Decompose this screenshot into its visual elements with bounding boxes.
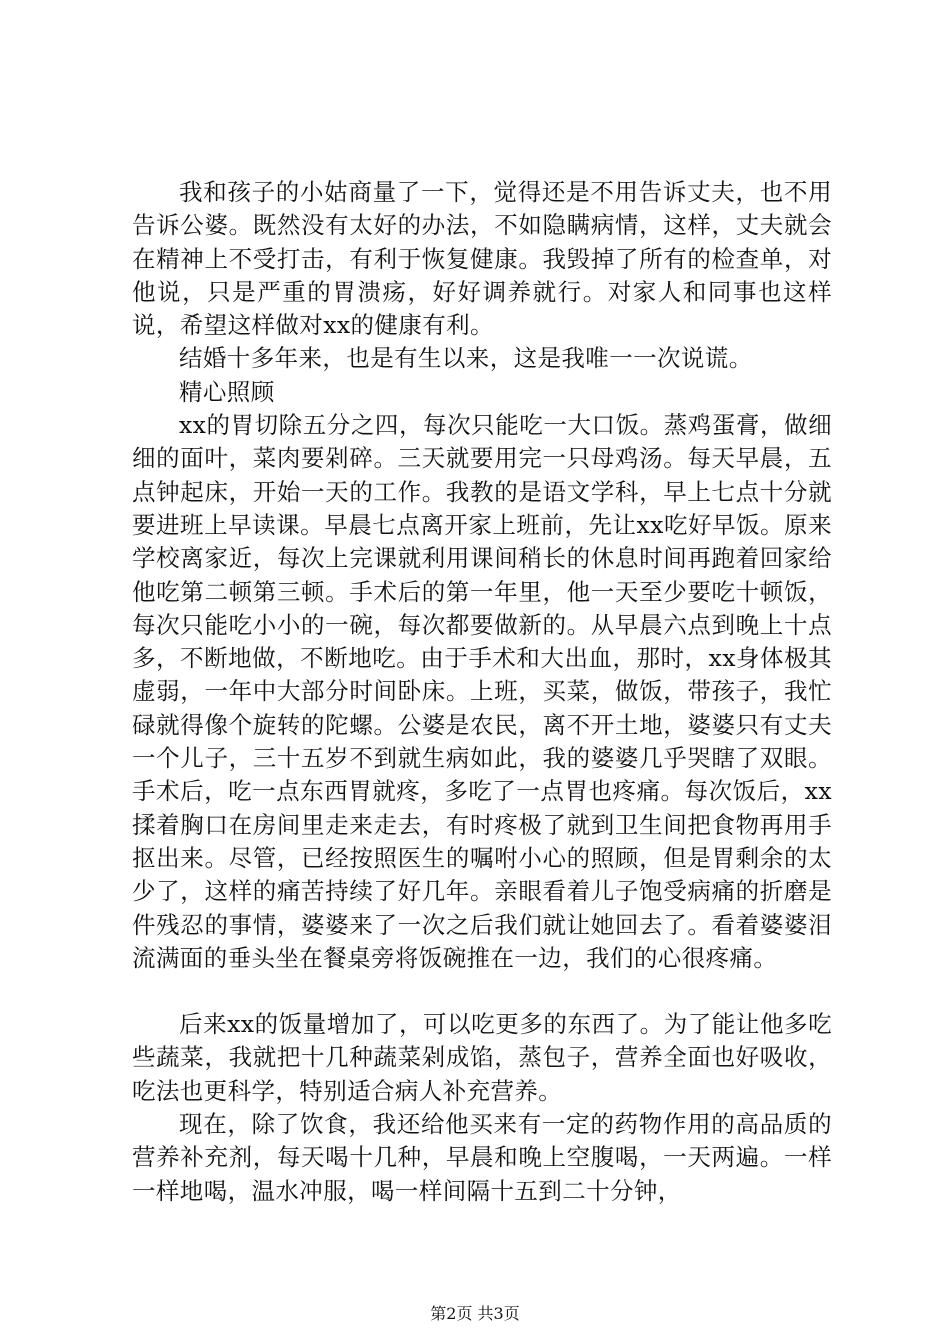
paragraph-gap bbox=[132, 975, 832, 1008]
paragraph: xx的胃切除五分之四，每次只能吃一大口饭。蒸鸡蛋膏，做细细的面叶，菜肉要剁碎。三天就要用完一只母鸡汤。每天早晨，五点钟起床，开始一天的工作。我教的是语文学科，早上七点十分就要进班上早读课。早晨七点离开家上班前，先让xx吃好早饭。原来学校离家近，每次上完课就利用课间稍长的休息时间再跑着回家给他吃第二顿第三顿。手术后的第一年里，他一天至少要吃十顿饭，每次只能吃小小的一碗，每次都要做新的。从早晨六点到晚上十点多，不断地做，不断地吃。由于手术和大出血，那时，xx身体极其虚弱，一年中大部分时间卧床。上班，买菜，做饭，带孩子，我忙碌就得像个旋转的陀螺。公婆是农民，离不开土地，婆婆只有丈夫一个儿子，三十五岁不到就生病如此，我的婆婆几乎哭瞎了双眼。手术后，吃一点东西胃就疼，多吃了一点胃也疼痛。每次饭后，xx揉着胸口在房间里走来走去，有时疼极了就到卫生间把食物再用手抠出来。尽管，已经按照医生的嘱咐小心的照顾，但是胃剩余的太少了，这样的痛苦持续了好几年。亲眼看着儿子饱受病痛的折磨是件残忍的事情，婆婆来了一次之后我们就让她回去了。看着婆婆泪流满面的垂头坐在餐桌旁将饭碗推在一边，我们的心很疼痛。 bbox=[132, 411, 832, 972]
section-heading: 精心照顾 bbox=[179, 377, 275, 406]
page-footer: 第2页 共3页 bbox=[430, 1304, 520, 1323]
paragraph: 我和孩子的小姑商量了一下，觉得还是不用告诉丈夫，也不用告诉公婆。既然没有太好的办法，不如隐瞒病情，这样，丈夫就会在精神上不受打击，有利于恢复健康。我毁掉了所有的检查单，对他说，只是严重的胃溃疡，好好调养就行。对家人和同事也这样说，希望这样做对xx的健康有利。 bbox=[132, 178, 832, 340]
document-body bbox=[132, 176, 832, 1208]
paragraph: 结婚十多年来，也是有生以来，这是我唯一一次说谎。 bbox=[179, 344, 753, 373]
paragraph: 后来xx的饭量增加了，可以吃更多的东西了。为了能让他多吃些蔬菜，我就把十几种蔬菜剁成馅，蒸包子，营养全面也好吸收，吃法也更科学，特别适合病人补充营养。 bbox=[132, 1010, 832, 1105]
paragraph: 现在，除了饮食，我还给他买来有一定的药物作用的高品质的营养补充剂，每天喝十几种，早晨和晚上空腹喝，一天两遍。一样一样地喝，温水冲服，喝一样间隔十五到二十分钟， bbox=[132, 1110, 832, 1205]
